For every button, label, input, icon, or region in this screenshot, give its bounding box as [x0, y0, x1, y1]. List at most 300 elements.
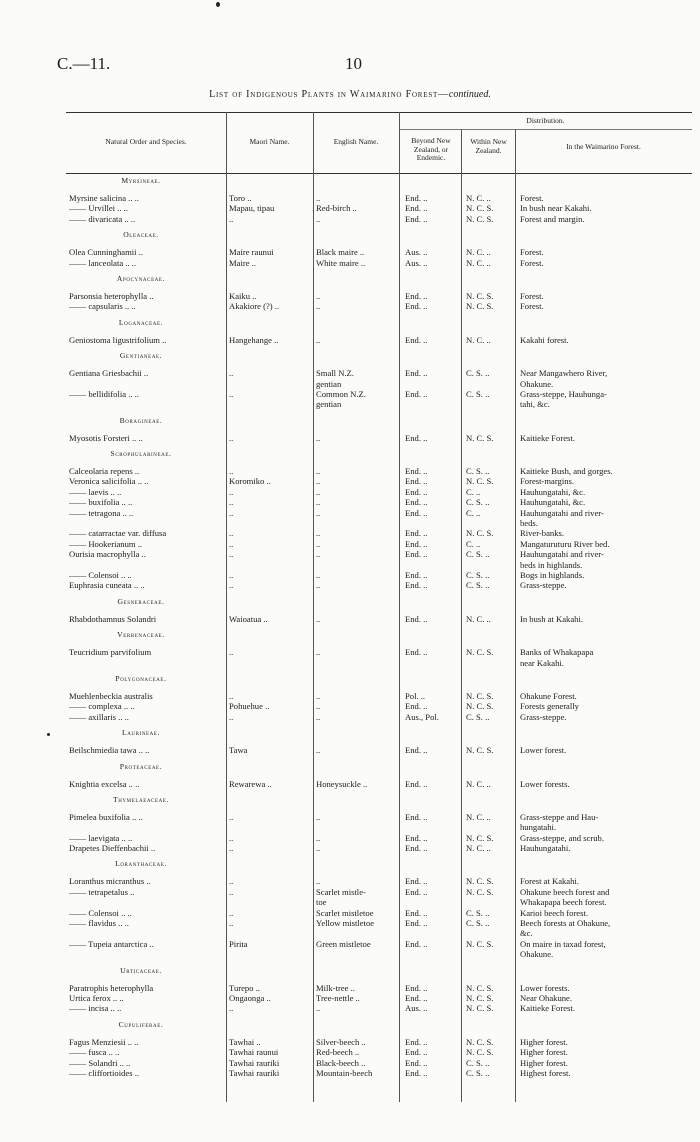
english-name: .. [316, 843, 321, 854]
order-heading-row [66, 674, 692, 691]
waimarino-locality: hungatahi. [520, 822, 557, 833]
table-row [66, 379, 692, 389]
beyond-nz: End. .. [405, 388, 428, 399]
within-nz: C. S. .. [466, 918, 490, 929]
beyond-nz: End. .. [405, 613, 428, 624]
species-name: —— divaricata .. .. [69, 213, 136, 224]
species-name: —— axillaris .. .. [69, 711, 129, 722]
table-row [66, 918, 692, 928]
waimarino-locality: Karioi beech forest. [520, 907, 589, 918]
beyond-nz: End. .. [405, 203, 428, 214]
english-name: .. [316, 497, 321, 508]
table-row [66, 887, 692, 897]
english-name: Yellow mistletoe [316, 918, 375, 929]
maori-name: Tawhai rauriki [229, 1057, 280, 1068]
order-name: Proteaceae. [119, 761, 163, 771]
maori-name: .. [229, 213, 234, 224]
table-row [66, 193, 692, 203]
species-name: Myosotis Forsteri .. .. [69, 432, 143, 443]
page-title [0, 89, 700, 100]
maori-name: .. [229, 528, 234, 539]
order-heading-row [66, 795, 692, 812]
waimarino-locality: Kakahi forest. [520, 334, 569, 345]
species-name: —— Solandri .. .. [69, 1057, 131, 1068]
english-name: .. [316, 538, 321, 549]
maori-name: .. [229, 497, 234, 508]
table-row [66, 433, 692, 443]
english-name: Red-beech .. [316, 1047, 360, 1058]
species-name: —— Hookerianum .. [69, 538, 143, 549]
table-row [66, 580, 692, 590]
species-name: Beilschmiedia tawa .. .. [69, 745, 150, 756]
within-nz: N. C. S. [466, 832, 494, 843]
col-header-within: Within New Zealand. [470, 137, 507, 155]
within-nz: C. S. .. [466, 569, 490, 580]
document-reference: C.—11. [57, 54, 111, 73]
species-name: Rhabdothamnus Solandri [69, 613, 157, 624]
species-name: Calceolaria repens .. [69, 466, 140, 477]
beyond-nz: End. .. [405, 486, 428, 497]
order-heading-row [66, 449, 692, 466]
english-name: Green mistletoe [316, 938, 371, 949]
waimarino-locality: Bogs in highlands. [520, 569, 585, 580]
within-nz: N. C. S. [466, 690, 494, 701]
maori-name: .. [229, 876, 234, 887]
beyond-nz: End. .. [405, 538, 428, 549]
species-name: Muehlenbeckia australis [69, 690, 153, 701]
within-nz: N. C. S. [466, 992, 494, 1003]
table-row [66, 647, 692, 657]
within-nz: N. C. .. [466, 334, 491, 345]
beyond-nz: End. .. [405, 580, 428, 591]
within-nz: N. C. S. [466, 432, 494, 443]
within-nz: C. .. [466, 538, 481, 549]
order-heading-row [66, 230, 692, 247]
beyond-nz: End. .. [405, 1047, 428, 1058]
maori-name: .. [229, 466, 234, 477]
species-name: Paratrophis heterophylla [69, 982, 154, 993]
beyond-nz: End. .. [405, 334, 428, 345]
english-name: .. [316, 690, 321, 701]
beyond-nz: End. .. [405, 992, 428, 1003]
order-heading-row [66, 597, 692, 614]
table-row [66, 701, 692, 711]
maori-name: Maire .. [229, 257, 256, 268]
maori-name: .. [229, 886, 234, 897]
table-body [66, 176, 692, 1078]
order-heading-row [66, 859, 692, 876]
table-row [66, 497, 692, 507]
maori-name: .. [229, 832, 234, 843]
english-name: .. [316, 193, 321, 203]
header-bottom-rule [66, 173, 692, 174]
title-continued: continued. [448, 89, 491, 100]
beyond-nz: End. .. [405, 982, 428, 993]
beyond-nz: Aus. .. [405, 1003, 428, 1014]
within-nz: N. C. S. [466, 1047, 494, 1058]
english-name: .. [316, 290, 321, 301]
col-header-english: English Name. [333, 137, 379, 146]
waimarino-locality: beds. [520, 518, 538, 529]
col-header-waimarino: In the Waimarino Forest. [566, 142, 641, 151]
waimarino-locality: Kaitieke Forest. [520, 1003, 575, 1014]
within-nz: N. C. .. [466, 257, 491, 268]
table-row [66, 908, 692, 918]
table-row [66, 203, 692, 213]
beyond-nz: Aus. .. [405, 257, 428, 268]
ink-speck [47, 733, 50, 736]
maori-name: .. [229, 549, 234, 560]
species-name: Geniostoma ligustrifolium .. [69, 334, 167, 345]
maori-name: Koromiko .. [229, 476, 271, 487]
waimarino-locality: Higher forest. [520, 1057, 568, 1068]
waimarino-locality: Hauhungatahi and river- [520, 507, 604, 518]
species-name: —— cliffortioides .. [69, 1067, 140, 1078]
english-name: .. [316, 486, 321, 497]
species-name: —— complexa .. .. [69, 701, 135, 712]
english-name: .. [316, 432, 321, 443]
within-nz: N. C. S. [466, 1003, 494, 1014]
order-heading-row [66, 318, 692, 335]
within-nz: N. C. S. [466, 203, 494, 214]
waimarino-locality: Forest. [520, 193, 544, 203]
waimarino-locality: Grass-steppe. [520, 711, 567, 722]
beyond-nz: End. .. [405, 569, 428, 580]
beyond-nz: End. .. [405, 301, 428, 312]
order-name: Apocynaceae. [116, 273, 166, 283]
english-name: toe [316, 897, 327, 908]
species-name: —— Colensoi .. .. [69, 569, 132, 580]
waimarino-locality: Forest. [520, 301, 544, 312]
english-name: Scarlet mistletoe [316, 907, 374, 918]
table-row [66, 1003, 692, 1013]
waimarino-locality: In bush at Kakahi. [520, 613, 584, 624]
table-row [66, 528, 692, 538]
waimarino-locality: beds in highlands. [520, 559, 583, 570]
maori-name: Akakiore (?) .. [229, 301, 280, 312]
waimarino-locality: Whakapapa beech forest. [520, 897, 607, 908]
maori-name: Mapau, tipau [229, 203, 275, 214]
table-row [66, 214, 692, 224]
order-heading-row [66, 728, 692, 745]
within-nz: N. C. S. [466, 647, 494, 658]
beyond-nz: End. .. [405, 886, 428, 897]
order-heading-row [66, 762, 692, 779]
table-row [66, 570, 692, 580]
within-nz: N. C. S. [466, 476, 494, 487]
english-name: .. [316, 301, 321, 312]
waimarino-locality: Forest-margins. [520, 476, 575, 487]
table-row [66, 939, 692, 949]
english-name: .. [316, 213, 321, 224]
waimarino-locality: Near Mangawhero River, [520, 368, 608, 379]
beyond-nz: End. .. [405, 213, 428, 224]
waimarino-locality: Forest at Kakahi. [520, 876, 579, 887]
beyond-nz: End. .. [405, 290, 428, 301]
maori-name: .. [229, 569, 234, 580]
english-name: gentian [316, 399, 342, 410]
waimarino-locality: Ohakune beech forest and [520, 886, 610, 897]
order-name: Laurineae. [121, 728, 161, 738]
waimarino-locality: Grass-steppe and Hau- [520, 811, 599, 822]
table-row [66, 928, 692, 938]
table-row [66, 745, 692, 755]
table-row [66, 1037, 692, 1047]
english-name: Common N.Z. [316, 388, 366, 399]
waimarino-locality: Forest. [520, 247, 544, 258]
table-row [66, 258, 692, 268]
table-row [66, 993, 692, 1003]
beyond-nz: End. .. [405, 1067, 428, 1078]
table-row [66, 487, 692, 497]
table-row [66, 712, 692, 722]
table-row [66, 983, 692, 993]
beyond-nz: End. .. [405, 549, 428, 560]
maori-name: .. [229, 486, 234, 497]
species-name: —— laevis .. .. [69, 486, 122, 497]
english-name: .. [316, 569, 321, 580]
table-row [66, 1058, 692, 1068]
within-nz: C. S. .. [466, 1067, 490, 1078]
maori-name: Kaiku .. [229, 290, 257, 301]
col-header-species: Natural Order and Species. [105, 137, 187, 146]
maori-name: Tawa [229, 745, 248, 756]
maori-name: .. [229, 843, 234, 854]
waimarino-locality: Forest. [520, 257, 544, 268]
within-nz: N. C. S. [466, 213, 494, 224]
within-nz: C. S. .. [466, 388, 490, 399]
maori-name: Rewarewa .. [229, 778, 272, 789]
within-nz: N. C. S. [466, 982, 494, 993]
beyond-nz: End. .. [405, 811, 428, 822]
within-nz: N. C. .. [466, 247, 491, 258]
within-nz: C. S. .. [466, 497, 490, 508]
waimarino-locality: Mangaturuturu River bed. [520, 538, 610, 549]
within-nz: N. C. S. [466, 745, 494, 756]
maori-name: Tawhai .. [229, 1036, 261, 1047]
species-name: Gentiana Griesbachii .. [69, 368, 149, 379]
beyond-nz: End. .. [405, 778, 428, 789]
table-row [66, 812, 692, 822]
species-name: —— Colensoi .. .. [69, 907, 132, 918]
table-row [66, 291, 692, 301]
english-name: .. [316, 647, 321, 658]
table-row [66, 335, 692, 345]
species-name: —— Tupeia antarctica .. [69, 938, 154, 949]
table-row [66, 399, 692, 409]
english-name: Silver-beech .. [316, 1036, 366, 1047]
col-header-maori: Maori Name. [249, 137, 290, 146]
species-name: Euphrasia cuneata .. .. [69, 580, 145, 591]
species-name: —— lanceolata .. .. [69, 257, 137, 268]
within-nz: N. C. .. [466, 613, 491, 624]
beyond-nz: End. .. [405, 918, 428, 929]
col-header-beyond: Beyond New Zealand, or Endemic. [411, 136, 451, 162]
maori-name: Pohuehue .. [229, 701, 270, 712]
order-heading-row [66, 176, 692, 193]
order-heading-row [66, 351, 692, 368]
english-name: .. [316, 876, 321, 887]
waimarino-locality: Beech forests at Ohakune, [520, 918, 611, 929]
beyond-nz: End. .. [405, 876, 428, 887]
waimarino-locality: Highest forest. [520, 1067, 571, 1078]
waimarino-locality: Lower forest. [520, 745, 567, 756]
beyond-nz: End. .. [405, 528, 428, 539]
waimarino-locality: Hauhungatahi. [520, 843, 571, 854]
order-name: Gentianeae. [119, 351, 163, 361]
order-name: Verbenaceae. [117, 630, 165, 640]
beyond-nz: End. .. [405, 507, 428, 518]
table-row [66, 1068, 692, 1078]
beyond-nz: End. .. [405, 1057, 428, 1068]
order-name: Urticaceae. [120, 965, 162, 975]
waimarino-locality: Grass-steppe, and scrub. [520, 832, 605, 843]
maori-name: .. [229, 432, 234, 443]
beyond-nz: End. .. [405, 432, 428, 443]
english-name: Mountain-beech [316, 1067, 373, 1078]
beyond-nz: End. .. [405, 647, 428, 658]
english-name: .. [316, 466, 321, 477]
within-nz: N. C. S. [466, 290, 494, 301]
beyond-nz: End. .. [405, 1036, 428, 1047]
species-name: Parsonsia heterophylla .. [69, 290, 154, 301]
within-nz: C. S. .. [466, 580, 490, 591]
table-row [66, 368, 692, 378]
waimarino-locality: Hauhungatahi, &c. [520, 497, 586, 508]
beyond-nz: End. .. [405, 701, 428, 712]
table-row [66, 1047, 692, 1057]
english-name: .. [316, 745, 321, 756]
table-row [66, 897, 692, 907]
english-name: .. [316, 507, 321, 518]
species-name: —— catarractae var. diffusa [69, 528, 167, 539]
order-name: Loranthaceae. [115, 859, 167, 869]
species-name: Olea Cunninghamii .. [69, 247, 143, 258]
waimarino-locality: near Kakahi. [520, 657, 564, 668]
within-nz: N. C. S. [466, 528, 494, 539]
species-name: —— fusca .. .. [69, 1047, 120, 1058]
ink-speck [216, 2, 220, 7]
table-row [66, 247, 692, 257]
waimarino-locality: Hauhungatahi and river- [520, 549, 604, 560]
beyond-nz: End. .. [405, 368, 428, 379]
english-name: .. [316, 1003, 321, 1014]
within-nz: C. S. .. [466, 711, 490, 722]
species-name: —— tetragona .. .. [69, 507, 134, 518]
table-row [66, 508, 692, 518]
page-number: 10 [345, 54, 362, 73]
species-name: —— capsularis .. .. [69, 301, 136, 312]
table-row [66, 466, 692, 476]
english-name: .. [316, 832, 321, 843]
species-name: —— Urvillei .. .. [69, 203, 128, 214]
maori-name: Tawhai rauriki [229, 1067, 280, 1078]
waimarino-locality: Banks of Whakapapa [520, 647, 594, 658]
within-nz: N. C. S. [466, 938, 494, 949]
within-nz: N. C. S. [466, 1036, 494, 1047]
waimarino-locality: Hauhungatahi, &c. [520, 486, 586, 497]
maori-name: Maire raunui [229, 247, 274, 258]
waimarino-locality: Forests generally [520, 701, 579, 712]
maori-name: .. [229, 918, 234, 929]
order-name: Boragineae. [119, 415, 163, 425]
species-name: Myrsine salicina .. .. [69, 193, 139, 203]
english-name: .. [316, 549, 321, 560]
order-heading-row [66, 1020, 692, 1037]
waimarino-locality: Higher forest. [520, 1047, 568, 1058]
english-name: .. [316, 711, 321, 722]
within-nz: C. .. [466, 507, 481, 518]
order-name: Myrsineae. [121, 176, 161, 185]
species-name: —— buxifolia .. .. [69, 497, 133, 508]
table-row [66, 658, 692, 668]
english-name: Milk-tree .. [316, 982, 355, 993]
beyond-nz: End. .. [405, 466, 428, 477]
table-row [66, 301, 692, 311]
maori-name: Turepo .. [229, 982, 260, 993]
order-name: Loganaceae. [118, 317, 164, 327]
within-nz: N. C. S. [466, 886, 494, 897]
waimarino-locality: Ohakune. [520, 378, 554, 389]
maori-name: .. [229, 690, 234, 701]
english-name: Red-birch .. [316, 203, 357, 214]
english-name: .. [316, 334, 321, 345]
waimarino-locality: On maire in taxad forest, [520, 938, 606, 949]
waimarino-locality: Lower forests. [520, 982, 570, 993]
english-name: Scarlet mistle- [316, 886, 366, 897]
english-name: .. [316, 613, 321, 624]
table-row [66, 691, 692, 701]
col-header-distribution: Distribution. [526, 116, 565, 125]
maori-name: Pirita [229, 938, 248, 949]
beyond-nz: End. .. [405, 843, 428, 854]
waimarino-locality: Forest. [520, 290, 544, 301]
beyond-nz: Pol. .. [405, 690, 426, 701]
within-nz: C. S. .. [466, 549, 490, 560]
maori-name: .. [229, 538, 234, 549]
species-name: Knightia excelsa .. .. [69, 778, 140, 789]
table-row [66, 876, 692, 886]
english-name: gentian [316, 378, 342, 389]
within-nz: N. C. .. [466, 193, 491, 203]
waimarino-locality: Forest and margin. [520, 213, 585, 224]
species-name: Teucridium parvifolium [69, 647, 152, 658]
waimarino-locality: River-banks. [520, 528, 564, 539]
table-row [66, 518, 692, 528]
waimarino-locality: Grass-steppe. [520, 580, 567, 591]
table-row [66, 560, 692, 570]
within-nz: N. C. .. [466, 811, 491, 822]
table-row [66, 549, 692, 559]
title-main: List of Indigenous Plants in Waimarino Forest— [209, 89, 449, 100]
maori-name: .. [229, 711, 234, 722]
species-name: Pimelea buxifolia .. .. [69, 811, 143, 822]
species-name: —— laevigata .. .. [69, 832, 133, 843]
waimarino-locality: Grass-steppe, Hauhunga- [520, 388, 607, 399]
order-name: Polygonaceae. [115, 673, 167, 683]
within-nz: C. .. [466, 486, 481, 497]
waimarino-locality: Ohakune. [520, 949, 554, 960]
plant-table [66, 112, 692, 1102]
table-row [66, 614, 692, 624]
waimarino-locality: Ohakune Forest. [520, 690, 577, 701]
order-name: Gesneraceae. [117, 596, 165, 606]
order-heading-row [66, 966, 692, 983]
maori-name: Toro .. [229, 193, 252, 203]
distribution-rule [399, 129, 692, 130]
species-name: —— incisa .. .. [69, 1003, 122, 1014]
species-name: Urtica ferox .. .. [69, 992, 124, 1003]
